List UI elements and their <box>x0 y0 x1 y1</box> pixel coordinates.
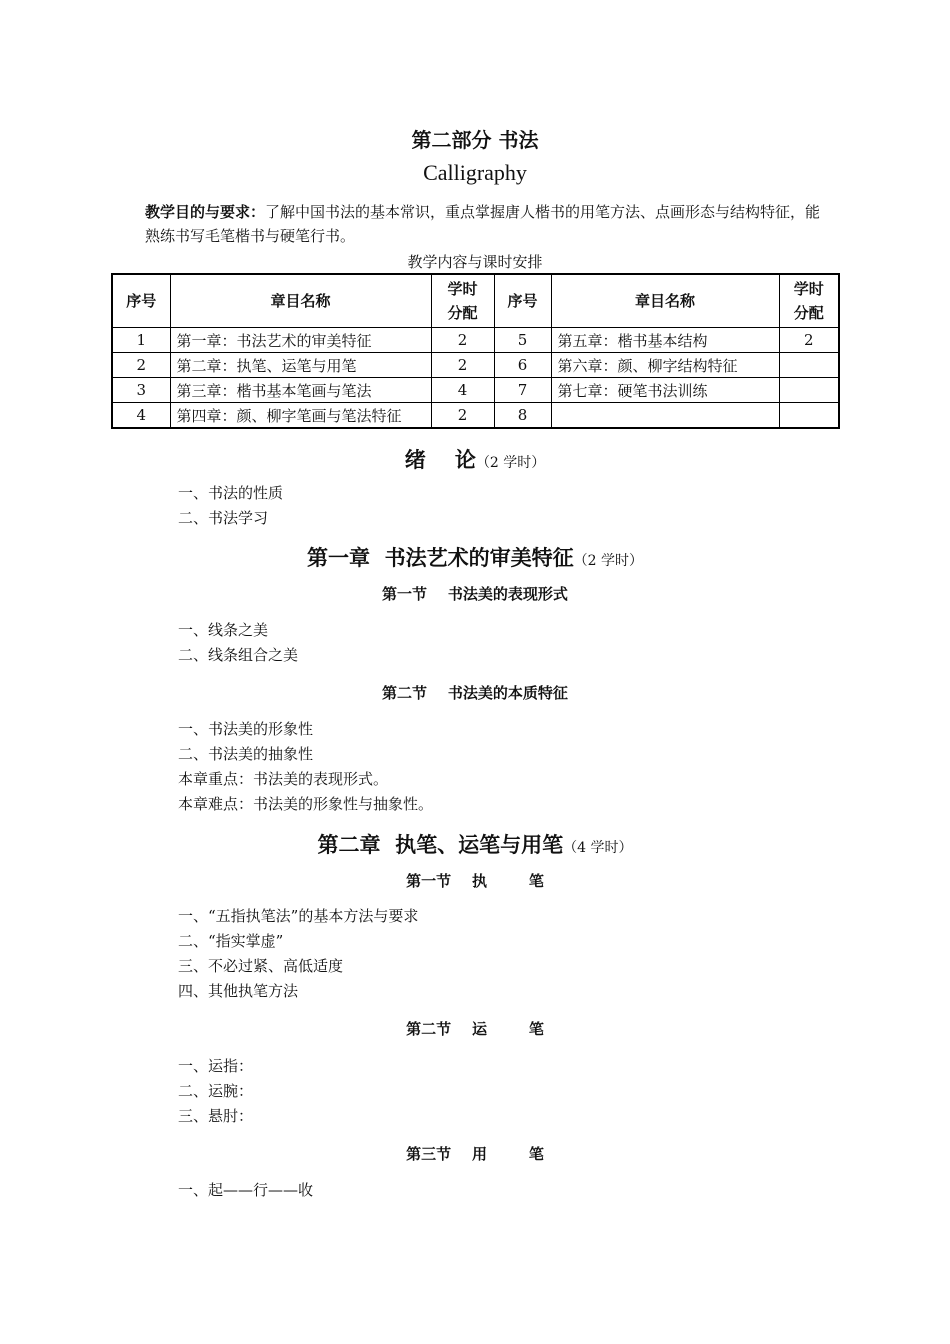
chapter2-title: 第二章 执笔、运笔与用笔 <box>317 833 564 857</box>
schedule-table <box>111 273 840 429</box>
cell-no: 7 <box>494 378 551 403</box>
cell-chapter: 第五章：楷书基本结构 <box>551 328 779 353</box>
list-item: 二、线条组合之美 <box>178 646 299 664</box>
list-item: 一、线条之美 <box>178 621 269 639</box>
chapter2-hours: （4 学时） <box>563 840 633 856</box>
chapter2-heading <box>0 829 950 859</box>
chapter1-section1-title: 第一节 书法美的表现形式 <box>382 585 568 603</box>
cell-chapter: 第二章：执笔、运笔与用笔 <box>170 353 431 378</box>
table-row <box>112 328 839 353</box>
chapter2-section3-title: 第三节 用 笔 <box>406 1145 544 1163</box>
key-point: 本章重点：书法美的表现形式。 <box>178 770 389 788</box>
part-title: 第二部分 书法 <box>411 128 539 152</box>
chapter2-section1-title: 第一节 执 笔 <box>406 872 544 890</box>
teaching-purpose <box>145 200 825 248</box>
cell-hours <box>779 403 839 429</box>
cell-chapter: 第七章：硬笔书法训练 <box>551 378 779 403</box>
intro-heading <box>0 444 950 474</box>
table-row <box>112 378 839 403</box>
part-subtitle: Calligraphy <box>423 160 527 185</box>
header-name: 章目名称 <box>170 274 431 328</box>
cell-hours <box>779 353 839 378</box>
header-name: 章目名称 <box>551 274 779 328</box>
cell-hours: 2 <box>779 328 839 353</box>
purpose-label: 教学目的与要求： <box>145 203 266 221</box>
list-item: 三、不必过紧、高低适度 <box>178 957 344 975</box>
cell-no: 8 <box>494 403 551 429</box>
cell-hours: 2 <box>431 353 494 378</box>
chapter1-title: 第一章 书法艺术的审美特征 <box>307 546 574 570</box>
cell-chapter: 第四章：颜、柳字笔画与笔法特征 <box>170 403 431 429</box>
list-item: 四、其他执笔方法 <box>178 982 299 1000</box>
list-item: 一、“五指执笔法”的基本方法与要求 <box>178 907 419 925</box>
cell-no: 5 <box>494 328 551 353</box>
cell-hours: 2 <box>431 403 494 429</box>
cell-chapter: 第六章：颜、柳字结构特征 <box>551 353 779 378</box>
cell-no: 1 <box>112 328 170 353</box>
table-row <box>112 403 839 429</box>
list-item: 三、悬肘： <box>178 1107 254 1125</box>
list-item: 一、书法的性质 <box>178 484 284 502</box>
cell-no: 6 <box>494 353 551 378</box>
header-hours: 学时 分配 <box>779 274 839 328</box>
cell-hours: 2 <box>431 328 494 353</box>
schedule-caption: 教学内容与课时安排 <box>407 253 543 271</box>
list-item: 二、“指实掌虚” <box>178 932 284 950</box>
table-row <box>112 353 839 378</box>
cell-chapter: 第一章：书法艺术的审美特征 <box>170 328 431 353</box>
header-no: 序号 <box>494 274 551 328</box>
cell-hours: 4 <box>431 378 494 403</box>
cell-chapter <box>551 403 779 429</box>
cell-no: 4 <box>112 403 170 429</box>
purpose-text: 了解中国书法的基本常识，重点掌握唐人楷书的用笔方法、点画形态与结构特征，能熟练书写毛笔楷书与硬笔行书。 <box>145 203 821 245</box>
cell-hours <box>779 378 839 403</box>
chapter1-heading <box>0 542 950 572</box>
list-item: 一、运指： <box>178 1057 254 1075</box>
table-header-row <box>112 274 839 328</box>
cell-chapter: 第三章：楷书基本笔画与笔法 <box>170 378 431 403</box>
list-item: 二、运腕： <box>178 1082 254 1100</box>
header-hours: 学时 分配 <box>431 274 494 328</box>
list-item: 二、书法美的抽象性 <box>178 745 314 763</box>
list-item: 一、书法美的形象性 <box>178 720 314 738</box>
chapter1-section2-title: 第二节 书法美的本质特征 <box>382 684 568 702</box>
cell-no: 3 <box>112 378 170 403</box>
header-no: 序号 <box>112 274 170 328</box>
intro-title: 绪 论 <box>404 448 476 472</box>
chapter1-hours: （2 学时） <box>573 553 643 569</box>
cell-no: 2 <box>112 353 170 378</box>
list-item: 二、书法学习 <box>178 509 269 527</box>
intro-hours: （2 学时） <box>475 455 546 471</box>
difficult-point: 本章难点：书法美的形象性与抽象性。 <box>178 795 434 813</box>
list-item: 一、起——行——收 <box>178 1181 314 1199</box>
chapter2-section2-title: 第二节 运 笔 <box>406 1020 544 1038</box>
